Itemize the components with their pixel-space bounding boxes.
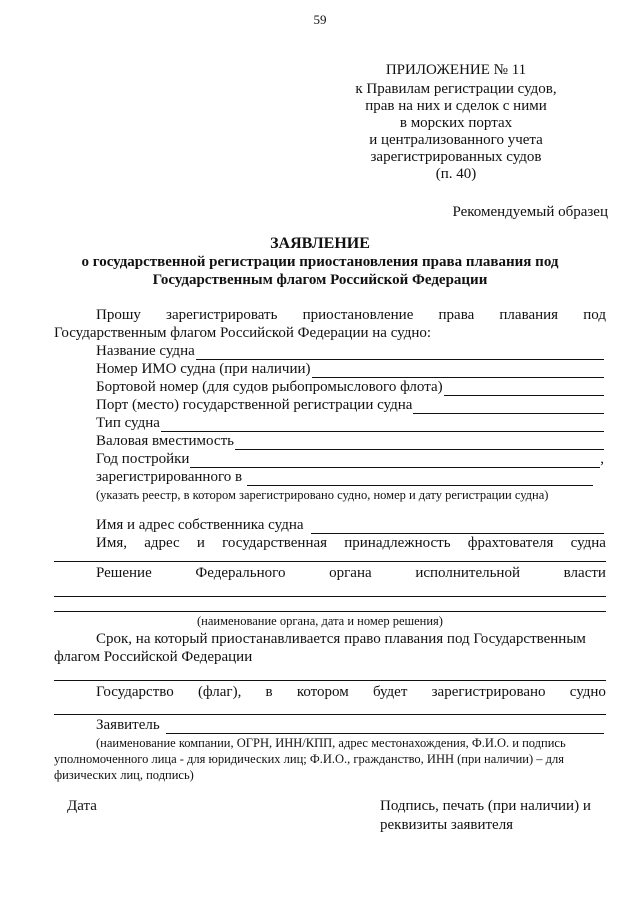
- gross-tonnage-field[interactable]: Валовая вместимость: [96, 433, 604, 450]
- applicant-hint: уполномоченного лица - для юридических лиц; Ф.И.О., гражданство, ИНН (при наличии) – для: [54, 752, 564, 766]
- owner-line[interactable]: [311, 520, 604, 534]
- state-label: Государство (флаг), в котором будет зарегистрировано судно: [96, 684, 606, 700]
- vessel-name-field[interactable]: Название судна: [96, 343, 604, 360]
- year-built-line[interactable]: [190, 454, 600, 468]
- vessel-type-field[interactable]: Тип судна: [96, 415, 604, 432]
- document-subtitle: о государственной регистрации приостановления права плавания под: [81, 254, 559, 270]
- term-label: флагом Российской Федерации: [54, 649, 253, 665]
- appendix-line: к Правилам регистрации судов,: [355, 81, 557, 97]
- registered-in-line[interactable]: [247, 472, 593, 486]
- recommended-sample: Рекомендуемый образец: [452, 204, 608, 220]
- registry-hint: (указать реестр, в котором зарегистрировано судно, номер и дату регистрации судна): [96, 488, 549, 502]
- request-line: Государственным флагом Российской Федерации на судно:: [54, 325, 432, 341]
- charterer-label: Имя, адрес и государственная принадлежность фрахтователя судна: [96, 535, 606, 551]
- state-line[interactable]: [54, 714, 606, 715]
- applicant-hint: физических лиц, подпись): [54, 768, 194, 782]
- applicant-line[interactable]: [166, 720, 604, 734]
- appendix-title: ПРИЛОЖЕНИЕ № 11: [385, 62, 527, 78]
- document-title: ЗАЯВЛЕНИЕ: [270, 235, 370, 252]
- side-number-field[interactable]: Бортовой номер (для судов рыбопромыслового флота): [96, 379, 604, 396]
- signature-label: реквизиты заявителя: [380, 817, 514, 833]
- applicant-hint: (наименование компании, ОГРН, ИНН/КПП, адрес местонахождения, Ф.И.О. и подпись: [96, 736, 566, 750]
- side-number-line[interactable]: [444, 382, 604, 396]
- term-label: Срок, на который приостанавливается право плавания под Государственным: [96, 631, 586, 647]
- applicant-field[interactable]: Заявитель: [96, 717, 604, 734]
- appendix-line: (п. 40): [435, 166, 477, 182]
- registered-in-field[interactable]: зарегистрированного в: [96, 469, 593, 486]
- appendix-line: в морских портах: [399, 115, 513, 131]
- charterer-line[interactable]: [54, 561, 606, 562]
- document-subtitle: Государственным флагом Российской Федерации: [152, 272, 488, 288]
- decision-line[interactable]: [54, 596, 606, 597]
- date-label: Дата: [67, 798, 97, 814]
- appendix-line: зарегистрированных судов: [370, 149, 542, 165]
- decision-label: Решение Федерального органа исполнительной власти: [96, 565, 606, 581]
- imo-number-field[interactable]: Номер ИМО судна (при наличии): [96, 361, 604, 378]
- request-line: Прошу зарегистрировать приостановление права плавания под: [96, 307, 606, 323]
- gross-tonnage-line[interactable]: [235, 436, 604, 450]
- appendix-line: и централизованного учета: [369, 132, 543, 148]
- year-built-field[interactable]: Год постройки ,: [96, 451, 604, 467]
- appendix-line: прав на них и сделок с ними: [365, 98, 547, 114]
- signature-label: Подпись, печать (при наличии) и: [380, 798, 591, 814]
- port-field[interactable]: Порт (место) государственной регистрации судна: [96, 397, 604, 414]
- port-line[interactable]: [413, 400, 604, 414]
- vessel-type-line[interactable]: [161, 418, 604, 432]
- owner-field[interactable]: Имя и адрес собственника судна: [96, 517, 604, 534]
- page-number: 59: [313, 12, 327, 27]
- imo-number-line[interactable]: [312, 364, 604, 378]
- term-line[interactable]: [54, 680, 606, 681]
- decision-line[interactable]: [54, 611, 606, 612]
- decision-hint: (наименование органа, дата и номер решения): [197, 614, 443, 628]
- vessel-name-line[interactable]: [196, 346, 604, 360]
